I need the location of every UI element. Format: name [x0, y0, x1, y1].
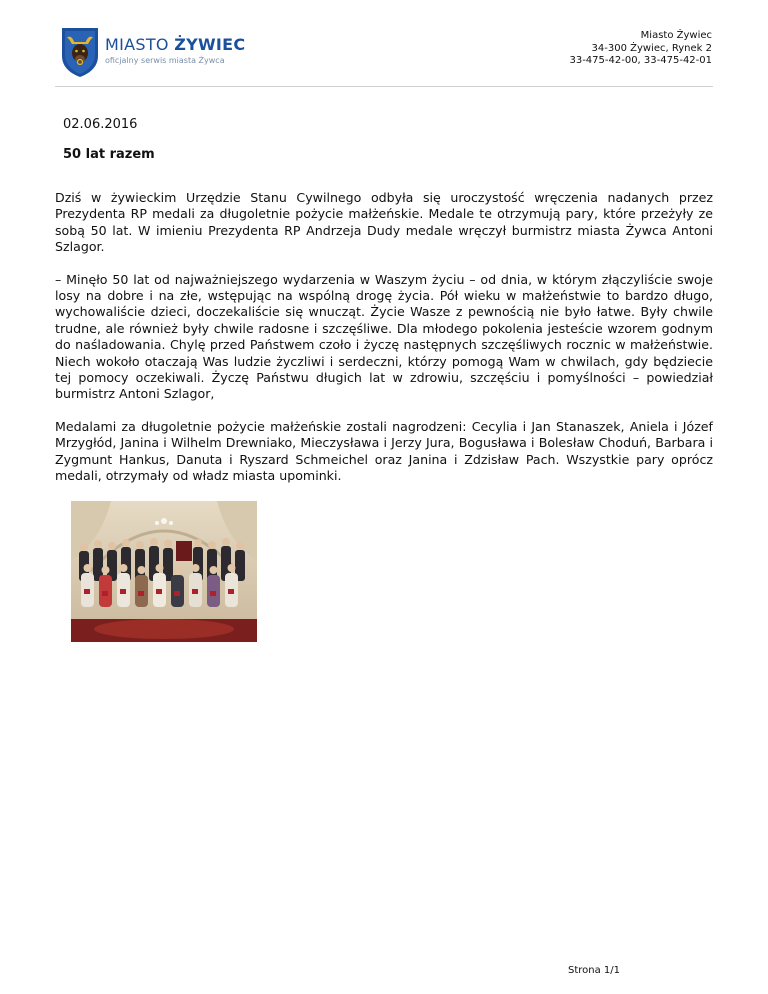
header-divider — [55, 86, 713, 87]
logo-title-bold: ŻYWIEC — [174, 35, 246, 54]
contact-city: Miasto Żywiec — [640, 30, 712, 41]
logo-title-regular: MIASTO — [105, 35, 175, 54]
group-photo-image — [71, 501, 257, 642]
article-paragraph: Medalami za długoletnie pożycie małżeńskie zostali nagrodzeni: Cecylia i Jan Stanaszek, Aniela i Józef Mrzygłód, Janina i Wilhelm Drewniako, Mieczysława i Jerzy Jura, Bogusława i Bolesław Choduń, Barbara i Zygmunt Hankus, Danuta i Ryszard Schmeichel oraz Janina i Zdzisław Pach. Wszystkie pary oprócz medali, otrzymały od władz miasta upominki. — [55, 418, 713, 484]
article-date: 02.06.2016 — [63, 117, 138, 132]
zywiec-crest-icon — [60, 26, 100, 78]
page-number: Strona 1/1 — [568, 965, 621, 976]
contact-block — [569, 30, 712, 68]
logo-subtitle: oficjalny serwis miasta Żywca — [105, 56, 225, 65]
article-paragraph: Dziś w żywieckim Urzędzie Stanu Cywilnego odbyła się uroczystość wręczenia nadanych przez Prezydenta RP medali za długoletnie pożycie małżeńskie. Medale te otrzymują pary, które przeżyły ze sobą 50 lat. W imieniu Prezydenta RP Andrzeja Dudy medale wręczył burmistrz miasta Żywca Antoni Szlagor. — [55, 190, 713, 255]
article-photo[interactable] — [71, 501, 257, 642]
site-logo[interactable] — [60, 26, 260, 78]
contact-address: 34-300 Żywiec, Rynek 2 — [591, 42, 712, 54]
logo-title — [105, 35, 245, 54]
contact-phones: 33-475-42-00, 33-475-42-01 — [569, 55, 712, 66]
article-body — [55, 190, 713, 501]
article-paragraph: – Minęło 50 lat od najważniejszego wydarzenia w Waszym życiu – od dnia, w którym złączyliście swoje losy na dobre i na złe, wstępując na wspólną drogę życia. Pół wieku w małżeństwie to bardzo długo, wychowaliście dzieci, doczekaliście się wnucząt. Życie Wasze z pewnością nie było łatwe. Były chwile trudne, ale również były chwile radosne i szczęśliwe. Dla młodego pokolenia jesteście wzorem godnym do naśladowania. Chylę przed Państwem czoło i życzę następnych szczęśliwych rocznic w małżeństwie. Niech wokoło otaczają Was ludzie życzliwi i serdeczni, którzy pomogą Wam w chwilach, gdy będziecie tej pomocy oczekiwali. Życzę Państwu długich lat w zdrowiu, szczęściu i pomyślności – powiedział burmistrz Antoni Szlagor, — [55, 271, 713, 402]
article-title: 50 lat razem — [63, 147, 155, 162]
